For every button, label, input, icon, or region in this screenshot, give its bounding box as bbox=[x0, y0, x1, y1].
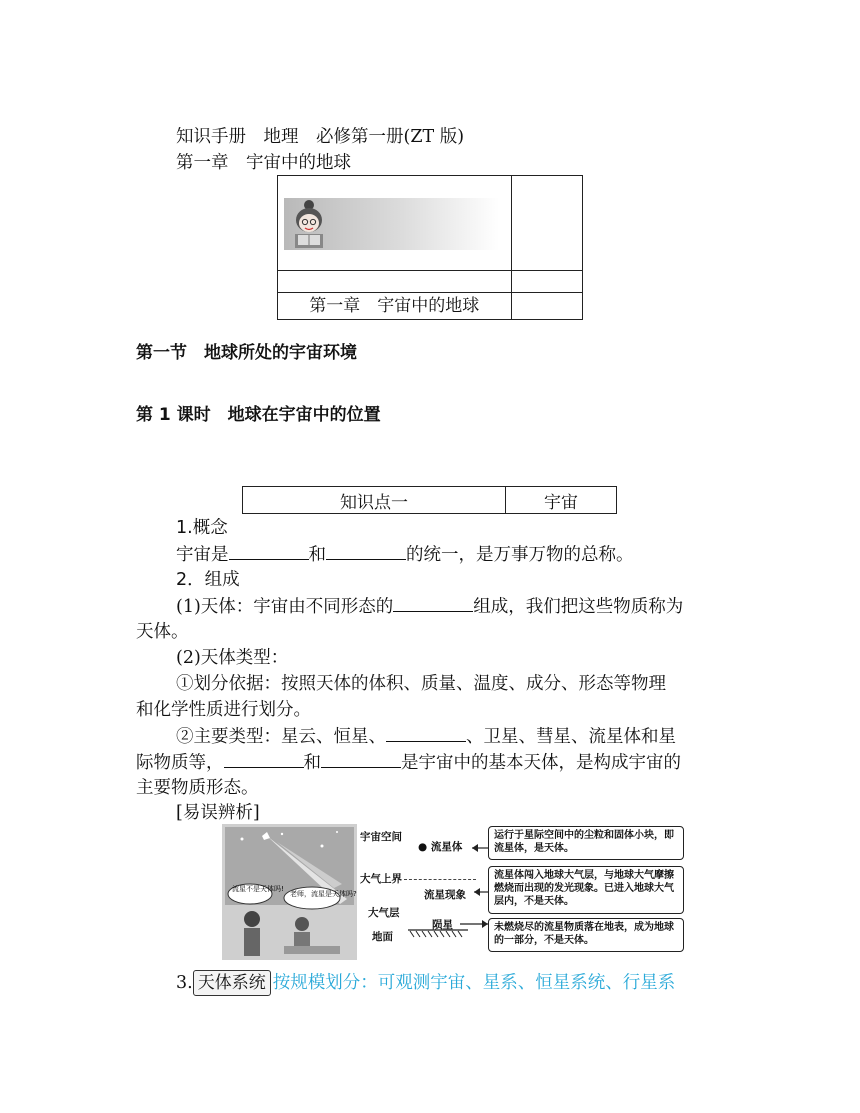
banner-image-cell bbox=[278, 176, 512, 271]
knowledge-point-box bbox=[242, 486, 617, 514]
student-bubble-text: 流星不是天体吗! bbox=[232, 885, 284, 893]
arrow-to-callout1 bbox=[470, 834, 490, 864]
lesson-title: 第 1 课时 地球在宇宙中的位置 bbox=[136, 405, 381, 425]
chapter-banner bbox=[277, 175, 583, 320]
label-ground: 地面 bbox=[372, 931, 393, 943]
meteor-figure bbox=[222, 824, 688, 960]
chapter-heading: 第一章 宇宙中的地球 bbox=[176, 153, 351, 173]
celestial-system-text: 按规模划分：可观测宇宙、星系、恒星系统、行星系 bbox=[272, 973, 676, 993]
main-types-line1 bbox=[176, 723, 676, 750]
celestial-system-tag: 天体系统 bbox=[193, 970, 271, 996]
fill-blank[interactable] bbox=[393, 593, 473, 612]
label-meteorite: 陨星 bbox=[432, 919, 453, 931]
atmos-top-line bbox=[404, 879, 476, 880]
misconception-heading: [易误辨析] bbox=[176, 803, 260, 823]
celestial-body-line2: 天体。 bbox=[136, 622, 189, 642]
label-space: 宇宙空间 bbox=[360, 831, 402, 843]
book-title: 知识手册 地理 必修第一册(ZT 版) bbox=[176, 127, 465, 147]
celestial-body-line1 bbox=[176, 593, 683, 620]
knowledge-point-topic: 宇宙 bbox=[506, 487, 617, 514]
label-meteor-phenomenon: 流星现象 bbox=[424, 889, 466, 901]
meteoroid-text: 流星体 bbox=[430, 841, 463, 853]
fill-blank[interactable] bbox=[386, 723, 466, 742]
text-segment: 和 bbox=[308, 545, 326, 565]
callout-meteor: 流星体闯入地球大气层，与地球大气摩擦燃烧而出现的发光现象。已进入地球大气层内，不是天体。 bbox=[488, 866, 684, 914]
text-segment: 的统一，是万事万物的总称。 bbox=[406, 545, 634, 565]
heading-concept: 1.概念 bbox=[176, 518, 228, 538]
text-segment: 际物质等， bbox=[136, 753, 224, 773]
callout-meteoroid: 运行于星际空间中的尘粒和固体小块，即流星体，是天体。 bbox=[488, 826, 684, 860]
meteor-illustration bbox=[222, 824, 362, 960]
text-segment: 是宇宙中的基本天体，是构成宇宙的 bbox=[401, 753, 681, 773]
concept-paragraph bbox=[176, 541, 634, 568]
girl-reading-icon bbox=[286, 198, 336, 254]
celestial-system-line bbox=[176, 970, 675, 996]
main-types-line3: 主要物质形态。 bbox=[136, 778, 259, 798]
celestial-types-heading: (2)天体类型： bbox=[176, 648, 289, 668]
fill-blank[interactable] bbox=[321, 749, 401, 768]
fill-blank[interactable] bbox=[326, 541, 406, 560]
banner-chapter-label: 第一章 宇宙中的地球 bbox=[278, 293, 512, 320]
label-meteoroid: ● 流星体 bbox=[418, 841, 463, 853]
text-segment: 组成，我们把这些物质称为 bbox=[473, 597, 684, 617]
classification-basis-line2: 和化学性质进行划分。 bbox=[136, 700, 311, 720]
callout-meteorite: 未燃烧尽的流星物质落在地表，成为地球的一部分，不是天体。 bbox=[488, 918, 684, 952]
heading-composition: 2．组成 bbox=[176, 570, 240, 590]
ground-hatching bbox=[408, 928, 470, 940]
main-types-line2 bbox=[136, 749, 681, 776]
text-segment: 、卫星、彗星、流星体和星 bbox=[466, 727, 676, 747]
teacher-bubble-text: 老师，流星是天体吗? bbox=[290, 890, 357, 898]
text-segment: 和 bbox=[303, 753, 321, 773]
text-segment: (1)天体：宇宙由不同形态的 bbox=[176, 597, 394, 617]
banner-side-cell bbox=[511, 176, 582, 271]
label-atmos-top: 大气上界 bbox=[360, 873, 402, 885]
knowledge-point-label: 知识点一 bbox=[243, 487, 506, 514]
item-number: 3. bbox=[176, 973, 193, 993]
section-title: 第一节 地球所处的宇宙环境 bbox=[136, 343, 357, 363]
label-atmos-layer: 大气层 bbox=[368, 907, 400, 919]
fill-blank[interactable] bbox=[224, 749, 304, 768]
text-segment: 宇宙是 bbox=[176, 545, 229, 565]
text-segment: ②主要类型：星云、恒星、 bbox=[176, 727, 386, 747]
fill-blank[interactable] bbox=[229, 541, 309, 560]
classification-basis-line1: ①划分依据：按照天体的体积、质量、温度、成分、形态等物理 bbox=[176, 674, 666, 694]
